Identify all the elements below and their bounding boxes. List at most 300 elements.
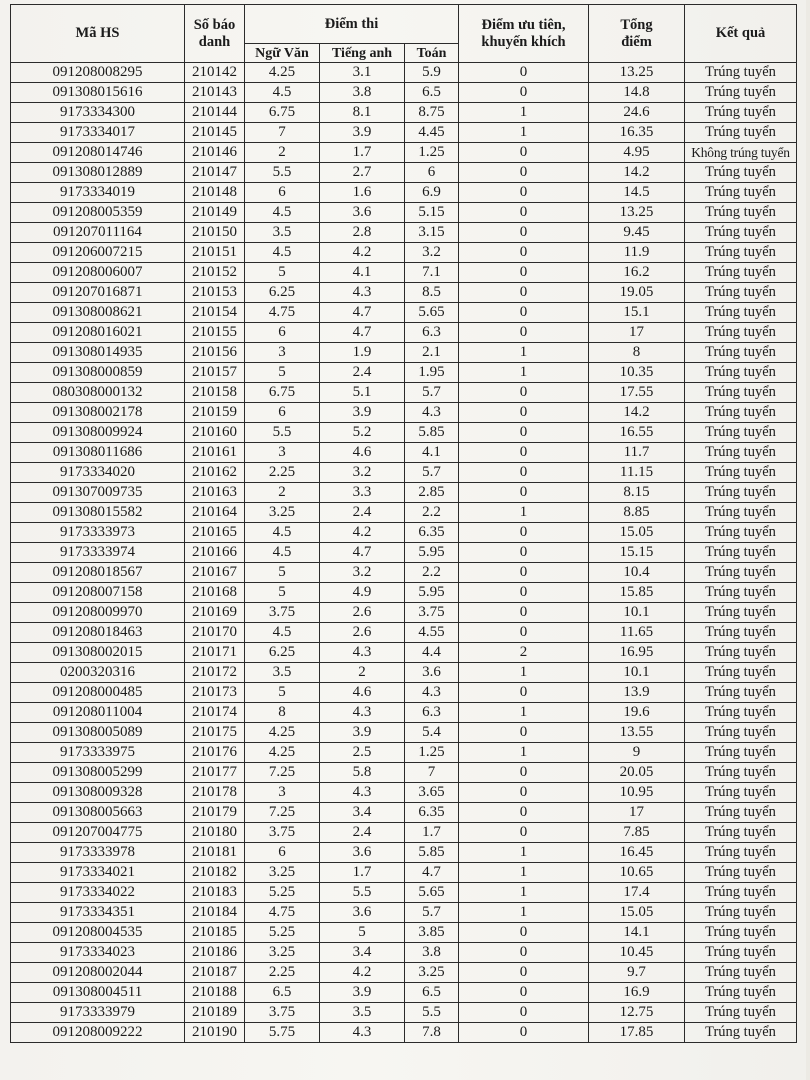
cell-so-bao-danh: 210157 [185, 363, 245, 383]
cell-toan: 2.2 [405, 503, 459, 523]
cell-toan: 3.2 [405, 243, 459, 263]
cell-ngu-van: 6.5 [245, 983, 320, 1003]
cell-ket-qua: Trúng tuyển [685, 623, 797, 643]
cell-ma-hs: 9173334351 [11, 903, 185, 923]
cell-tieng-anh: 5.2 [320, 423, 405, 443]
cell-tieng-anh: 3.9 [320, 983, 405, 1003]
cell-ngu-van: 4.5 [245, 623, 320, 643]
header-ngu-van: Ngữ Văn [245, 44, 320, 63]
cell-ket-qua: Trúng tuyển [685, 483, 797, 503]
cell-ma-hs: 0200320316 [11, 663, 185, 683]
cell-ket-qua: Trúng tuyển [685, 983, 797, 1003]
cell-tieng-anh: 2.6 [320, 623, 405, 643]
cell-tieng-anh: 1.9 [320, 343, 405, 363]
cell-ma-hs: 9173334023 [11, 943, 185, 963]
cell-ma-hs: 9173334017 [11, 123, 185, 143]
cell-ma-hs: 9173333974 [11, 543, 185, 563]
cell-ket-qua: Trúng tuyển [685, 463, 797, 483]
cell-uu-tien: 0 [459, 1003, 589, 1023]
cell-uu-tien: 0 [459, 763, 589, 783]
cell-tong-diem: 16.2 [589, 263, 685, 283]
table-row [11, 283, 797, 303]
cell-ma-hs: 091308008621 [11, 303, 185, 323]
cell-ma-hs: 9173333979 [11, 1003, 185, 1023]
cell-uu-tien: 1 [459, 883, 589, 903]
cell-so-bao-danh: 210184 [185, 903, 245, 923]
cell-uu-tien: 0 [459, 383, 589, 403]
table-row [11, 203, 797, 223]
cell-so-bao-danh: 210181 [185, 843, 245, 863]
table-row [11, 583, 797, 603]
table-row [11, 903, 797, 923]
cell-ket-qua: Trúng tuyển [685, 543, 797, 563]
cell-ma-hs: 091208014746 [11, 143, 185, 163]
cell-so-bao-danh: 210146 [185, 143, 245, 163]
cell-toan: 3.65 [405, 783, 459, 803]
table-row [11, 643, 797, 663]
cell-tong-diem: 19.05 [589, 283, 685, 303]
cell-ket-qua: Trúng tuyển [685, 743, 797, 763]
cell-toan: 5.9 [405, 63, 459, 83]
cell-uu-tien: 0 [459, 283, 589, 303]
cell-tong-diem: 16.55 [589, 423, 685, 443]
cell-so-bao-danh: 210155 [185, 323, 245, 343]
cell-uu-tien: 1 [459, 343, 589, 363]
cell-ket-qua: Trúng tuyển [685, 283, 797, 303]
cell-ket-qua: Trúng tuyển [685, 563, 797, 583]
table-row [11, 123, 797, 143]
cell-tieng-anh: 4.2 [320, 963, 405, 983]
cell-ma-hs: 9173334300 [11, 103, 185, 123]
cell-so-bao-danh: 210182 [185, 863, 245, 883]
cell-tong-diem: 13.9 [589, 683, 685, 703]
cell-tieng-anh: 3.6 [320, 903, 405, 923]
cell-toan: 2.1 [405, 343, 459, 363]
cell-ngu-van: 3.75 [245, 823, 320, 843]
cell-ma-hs: 091208006007 [11, 263, 185, 283]
cell-ma-hs: 9173333978 [11, 843, 185, 863]
cell-ket-qua: Trúng tuyển [685, 903, 797, 923]
cell-so-bao-danh: 210153 [185, 283, 245, 303]
cell-uu-tien: 0 [459, 683, 589, 703]
cell-uu-tien: 0 [459, 783, 589, 803]
cell-so-bao-danh: 210173 [185, 683, 245, 703]
cell-tong-diem: 14.8 [589, 83, 685, 103]
cell-ket-qua: Trúng tuyển [685, 183, 797, 203]
cell-ket-qua: Trúng tuyển [685, 443, 797, 463]
table-row [11, 743, 797, 763]
cell-so-bao-danh: 210151 [185, 243, 245, 263]
cell-tieng-anh: 5.8 [320, 763, 405, 783]
cell-uu-tien: 0 [459, 983, 589, 1003]
cell-ngu-van: 4.25 [245, 63, 320, 83]
cell-tong-diem: 24.6 [589, 103, 685, 123]
cell-ket-qua: Trúng tuyển [685, 403, 797, 423]
cell-uu-tien: 0 [459, 563, 589, 583]
table-row [11, 923, 797, 943]
cell-so-bao-danh: 210159 [185, 403, 245, 423]
cell-tong-diem: 10.1 [589, 663, 685, 683]
cell-tieng-anh: 4.3 [320, 283, 405, 303]
table-row [11, 783, 797, 803]
cell-toan: 5.85 [405, 843, 459, 863]
cell-ngu-van: 3.25 [245, 943, 320, 963]
cell-so-bao-danh: 210183 [185, 883, 245, 903]
cell-ket-qua: Trúng tuyển [685, 783, 797, 803]
cell-ngu-van: 4.5 [245, 243, 320, 263]
cell-toan: 2.2 [405, 563, 459, 583]
header-so-bao-danh: Số báo danh [185, 5, 245, 63]
cell-tong-diem: 9.45 [589, 223, 685, 243]
cell-uu-tien: 0 [459, 303, 589, 323]
cell-tieng-anh: 4.6 [320, 443, 405, 463]
cell-uu-tien: 0 [459, 143, 589, 163]
table-row [11, 663, 797, 683]
cell-ngu-van: 4.5 [245, 83, 320, 103]
cell-toan: 1.25 [405, 743, 459, 763]
cell-toan: 5.7 [405, 383, 459, 403]
cell-tong-diem: 20.05 [589, 763, 685, 783]
cell-tieng-anh: 3.4 [320, 943, 405, 963]
cell-ma-hs: 091308000859 [11, 363, 185, 383]
cell-ma-hs: 091208004535 [11, 923, 185, 943]
cell-ket-qua: Trúng tuyển [685, 963, 797, 983]
cell-ma-hs: 9173334019 [11, 183, 185, 203]
header-ma-hs: Mã HS [11, 5, 185, 63]
cell-tieng-anh: 5 [320, 923, 405, 943]
cell-ma-hs: 091208018567 [11, 563, 185, 583]
table-row [11, 483, 797, 503]
cell-ma-hs: 091208000485 [11, 683, 185, 703]
table-row [11, 163, 797, 183]
cell-toan: 1.95 [405, 363, 459, 383]
cell-ma-hs: 091308009924 [11, 423, 185, 443]
cell-so-bao-danh: 210166 [185, 543, 245, 563]
cell-ket-qua: Trúng tuyển [685, 223, 797, 243]
table-row [11, 383, 797, 403]
cell-ket-qua: Trúng tuyển [685, 803, 797, 823]
cell-so-bao-danh: 210167 [185, 563, 245, 583]
cell-ket-qua: Trúng tuyển [685, 943, 797, 963]
cell-so-bao-danh: 210185 [185, 923, 245, 943]
cell-so-bao-danh: 210154 [185, 303, 245, 323]
table-row [11, 963, 797, 983]
cell-uu-tien: 0 [459, 803, 589, 823]
table-row [11, 143, 797, 163]
cell-tieng-anh: 2.4 [320, 823, 405, 843]
cell-ngu-van: 5.25 [245, 923, 320, 943]
cell-toan: 3.15 [405, 223, 459, 243]
cell-so-bao-danh: 210152 [185, 263, 245, 283]
cell-so-bao-danh: 210162 [185, 463, 245, 483]
cell-ma-hs: 091308014935 [11, 343, 185, 363]
cell-ma-hs: 091308002178 [11, 403, 185, 423]
cell-uu-tien: 0 [459, 203, 589, 223]
cell-ket-qua: Trúng tuyển [685, 123, 797, 143]
table-row [11, 623, 797, 643]
cell-ma-hs: 091308009328 [11, 783, 185, 803]
cell-toan: 1.25 [405, 143, 459, 163]
cell-uu-tien: 1 [459, 843, 589, 863]
cell-ket-qua: Trúng tuyển [685, 103, 797, 123]
cell-so-bao-danh: 210147 [185, 163, 245, 183]
cell-ngu-van: 4.25 [245, 743, 320, 763]
cell-ma-hs: 091308004511 [11, 983, 185, 1003]
cell-tong-diem: 10.1 [589, 603, 685, 623]
results-table [10, 4, 797, 1043]
cell-toan: 8.75 [405, 103, 459, 123]
table-row [11, 823, 797, 843]
cell-toan: 5.95 [405, 543, 459, 563]
cell-ngu-van: 4.75 [245, 303, 320, 323]
cell-toan: 5.5 [405, 1003, 459, 1023]
cell-tong-diem: 16.95 [589, 643, 685, 663]
table-row [11, 463, 797, 483]
cell-so-bao-danh: 210180 [185, 823, 245, 843]
cell-uu-tien: 0 [459, 823, 589, 843]
table-row [11, 63, 797, 83]
cell-ket-qua: Trúng tuyển [685, 1023, 797, 1043]
cell-ma-hs: 091308015582 [11, 503, 185, 523]
cell-ma-hs: 091308011686 [11, 443, 185, 463]
cell-so-bao-danh: 210150 [185, 223, 245, 243]
cell-tong-diem: 14.5 [589, 183, 685, 203]
cell-ngu-van: 6 [245, 183, 320, 203]
cell-ma-hs: 091208016021 [11, 323, 185, 343]
cell-ket-qua: Trúng tuyển [685, 163, 797, 183]
cell-ma-hs: 9173334022 [11, 883, 185, 903]
cell-ngu-van: 6.25 [245, 643, 320, 663]
cell-uu-tien: 1 [459, 663, 589, 683]
cell-toan: 7 [405, 763, 459, 783]
cell-so-bao-danh: 210160 [185, 423, 245, 443]
cell-ma-hs: 091208007158 [11, 583, 185, 603]
cell-ngu-van: 3 [245, 343, 320, 363]
cell-ngu-van: 4.5 [245, 203, 320, 223]
table-row [11, 503, 797, 523]
table-row [11, 83, 797, 103]
cell-ngu-van: 5 [245, 583, 320, 603]
cell-toan: 5.15 [405, 203, 459, 223]
cell-so-bao-danh: 210186 [185, 943, 245, 963]
cell-toan: 1.7 [405, 823, 459, 843]
cell-tong-diem: 9.7 [589, 963, 685, 983]
cell-uu-tien: 0 [459, 183, 589, 203]
cell-tieng-anh: 4.3 [320, 643, 405, 663]
cell-tieng-anh: 2 [320, 663, 405, 683]
cell-tong-diem: 15.05 [589, 903, 685, 923]
cell-ngu-van: 3.5 [245, 223, 320, 243]
cell-uu-tien: 0 [459, 583, 589, 603]
cell-ngu-van: 2 [245, 483, 320, 503]
cell-toan: 5.4 [405, 723, 459, 743]
cell-ma-hs: 9173334020 [11, 463, 185, 483]
cell-ket-qua: Trúng tuyển [685, 303, 797, 323]
table-row [11, 223, 797, 243]
cell-so-bao-danh: 210169 [185, 603, 245, 623]
cell-ngu-van: 5.5 [245, 163, 320, 183]
cell-so-bao-danh: 210175 [185, 723, 245, 743]
cell-uu-tien: 1 [459, 703, 589, 723]
cell-uu-tien: 0 [459, 223, 589, 243]
cell-tieng-anh: 1.7 [320, 143, 405, 163]
cell-so-bao-danh: 210168 [185, 583, 245, 603]
table-row [11, 1003, 797, 1023]
cell-tieng-anh: 2.4 [320, 503, 405, 523]
cell-ma-hs: 080308000132 [11, 383, 185, 403]
cell-tong-diem: 10.4 [589, 563, 685, 583]
cell-ma-hs: 091308005663 [11, 803, 185, 823]
cell-tieng-anh: 3.9 [320, 123, 405, 143]
cell-tieng-anh: 4.7 [320, 543, 405, 563]
cell-uu-tien: 0 [459, 543, 589, 563]
table-row [11, 343, 797, 363]
cell-ngu-van: 5 [245, 563, 320, 583]
header-tieng-anh: Tiếng anh [320, 44, 405, 63]
cell-ma-hs: 091206007215 [11, 243, 185, 263]
cell-uu-tien: 0 [459, 603, 589, 623]
cell-ket-qua: Trúng tuyển [685, 523, 797, 543]
cell-tong-diem: 10.35 [589, 363, 685, 383]
table-row [11, 443, 797, 463]
cell-toan: 6.35 [405, 803, 459, 823]
cell-tong-diem: 12.75 [589, 1003, 685, 1023]
table-row [11, 863, 797, 883]
cell-so-bao-danh: 210144 [185, 103, 245, 123]
cell-ma-hs: 9173333973 [11, 523, 185, 543]
cell-ngu-van: 8 [245, 703, 320, 723]
cell-ngu-van: 2 [245, 143, 320, 163]
cell-uu-tien: 1 [459, 123, 589, 143]
cell-ket-qua: Trúng tuyển [685, 923, 797, 943]
cell-toan: 3.75 [405, 603, 459, 623]
cell-uu-tien: 1 [459, 503, 589, 523]
cell-tong-diem: 11.15 [589, 463, 685, 483]
cell-tieng-anh: 3.9 [320, 723, 405, 743]
cell-uu-tien: 0 [459, 443, 589, 463]
cell-toan: 6.9 [405, 183, 459, 203]
cell-toan: 7.1 [405, 263, 459, 283]
cell-tong-diem: 4.95 [589, 143, 685, 163]
cell-tieng-anh: 5.5 [320, 883, 405, 903]
cell-so-bao-danh: 210165 [185, 523, 245, 543]
cell-uu-tien: 0 [459, 83, 589, 103]
cell-toan: 5.7 [405, 463, 459, 483]
cell-tong-diem: 14.2 [589, 163, 685, 183]
cell-tong-diem: 10.45 [589, 943, 685, 963]
header-diem-thi: Điểm thi [245, 5, 459, 44]
cell-ket-qua: Trúng tuyển [685, 503, 797, 523]
table-row [11, 543, 797, 563]
cell-ket-qua: Trúng tuyển [685, 323, 797, 343]
cell-tong-diem: 8.15 [589, 483, 685, 503]
cell-ngu-van: 5.75 [245, 1023, 320, 1043]
table-row [11, 843, 797, 863]
cell-ma-hs: 091208008295 [11, 63, 185, 83]
cell-tong-diem: 13.25 [589, 63, 685, 83]
cell-ngu-van: 4.75 [245, 903, 320, 923]
table-row [11, 523, 797, 543]
cell-tieng-anh: 3.2 [320, 463, 405, 483]
cell-ket-qua: Trúng tuyển [685, 63, 797, 83]
cell-ngu-van: 2.25 [245, 463, 320, 483]
cell-tong-diem: 17 [589, 803, 685, 823]
cell-ngu-van: 7.25 [245, 803, 320, 823]
cell-ngu-van: 5 [245, 263, 320, 283]
cell-ma-hs: 091208009222 [11, 1023, 185, 1043]
cell-ket-qua: Trúng tuyển [685, 763, 797, 783]
cell-ngu-van: 3.75 [245, 603, 320, 623]
cell-toan: 7.8 [405, 1023, 459, 1043]
cell-uu-tien: 1 [459, 743, 589, 763]
cell-toan: 5.65 [405, 303, 459, 323]
cell-ket-qua: Trúng tuyển [685, 703, 797, 723]
cell-ket-qua: Trúng tuyển [685, 83, 797, 103]
cell-ngu-van: 4.5 [245, 523, 320, 543]
cell-uu-tien: 1 [459, 863, 589, 883]
cell-tieng-anh: 5.1 [320, 383, 405, 403]
cell-uu-tien: 0 [459, 243, 589, 263]
cell-toan: 3.25 [405, 963, 459, 983]
table-row [11, 603, 797, 623]
cell-so-bao-danh: 210178 [185, 783, 245, 803]
cell-uu-tien: 1 [459, 363, 589, 383]
cell-tieng-anh: 3.8 [320, 83, 405, 103]
cell-tong-diem: 10.65 [589, 863, 685, 883]
cell-so-bao-danh: 210149 [185, 203, 245, 223]
cell-so-bao-danh: 210172 [185, 663, 245, 683]
cell-tong-diem: 17.85 [589, 1023, 685, 1043]
cell-tieng-anh: 8.1 [320, 103, 405, 123]
cell-so-bao-danh: 210156 [185, 343, 245, 363]
table-body [11, 63, 797, 1043]
cell-ma-hs: 091207004775 [11, 823, 185, 843]
cell-ket-qua: Trúng tuyển [685, 723, 797, 743]
cell-uu-tien: 0 [459, 163, 589, 183]
cell-ket-qua: Trúng tuyển [685, 823, 797, 843]
cell-toan: 4.55 [405, 623, 459, 643]
cell-so-bao-danh: 210158 [185, 383, 245, 403]
table-row [11, 563, 797, 583]
cell-toan: 3.85 [405, 923, 459, 943]
cell-uu-tien: 0 [459, 63, 589, 83]
cell-tieng-anh: 4.3 [320, 703, 405, 723]
cell-so-bao-danh: 210163 [185, 483, 245, 503]
cell-ket-qua: Trúng tuyển [685, 683, 797, 703]
cell-ma-hs: 091308002015 [11, 643, 185, 663]
cell-tong-diem: 16.35 [589, 123, 685, 143]
cell-uu-tien: 0 [459, 463, 589, 483]
cell-tong-diem: 19.6 [589, 703, 685, 723]
cell-toan: 4.1 [405, 443, 459, 463]
cell-so-bao-danh: 210189 [185, 1003, 245, 1023]
cell-ngu-van: 7 [245, 123, 320, 143]
cell-ma-hs: 091308012889 [11, 163, 185, 183]
table-row [11, 883, 797, 903]
cell-tieng-anh: 3.2 [320, 563, 405, 583]
cell-ngu-van: 4.5 [245, 543, 320, 563]
cell-ngu-van: 5 [245, 363, 320, 383]
cell-so-bao-danh: 210164 [185, 503, 245, 523]
cell-tieng-anh: 2.7 [320, 163, 405, 183]
cell-so-bao-danh: 210170 [185, 623, 245, 643]
cell-tong-diem: 16.45 [589, 843, 685, 863]
cell-ngu-van: 6 [245, 323, 320, 343]
cell-ma-hs: 9173334021 [11, 863, 185, 883]
cell-tieng-anh: 3.9 [320, 403, 405, 423]
cell-tong-diem: 14.2 [589, 403, 685, 423]
cell-so-bao-danh: 210176 [185, 743, 245, 763]
